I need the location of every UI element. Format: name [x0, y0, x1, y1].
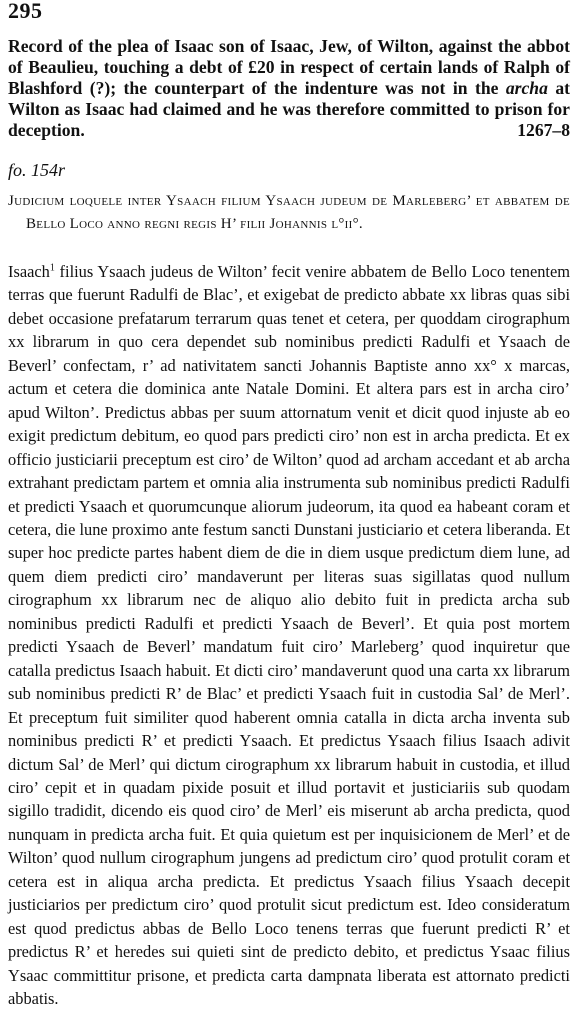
summary-date: 1267–8	[517, 120, 570, 140]
summary-text: Record of the plea of Isaac son of Isaac, Jew, of Wilton, against the abbot of Beaulieu, touching a debt of £20 in respect of certain lands of Ralph of Blashford (?); the counterpart of the indenture was not in the	[8, 36, 570, 98]
english-summary	[8, 36, 570, 141]
entry-number: 295	[8, 0, 43, 23]
body-paragraph	[8, 260, 570, 1011]
body-text: filius Ysaach judeus de Wilton’ fecit venire abbatem de Bello Loco tenentem terras que fuerunt Radulfi de Blac’, et exigebat de predicto abbate xx libras quas sibi debet occasione prefatarum terrarum quas tenet et cetera, per quoddam cirographum xx librarum in quo cera dependet sub nominibus predicti Radulfi et Ysaach de Beverl’ confectam, r’ ad nativitatem sancti Johannis Baptiste anno xx° x marcas, actum et cetera die dominica ante Natale Domini. Et altera pars est in archa ciro’ apud Wilton’. Predictus abbas per suum attornatum venit et dicit quod injuste ab eo exigit predictum debitum, eo quod pars predicti ciro’ non est in archa predicta. Et ex officio justiciarii preceptum est ciro’ de Wilton’ quod ad archam accedant et ab archa extrahant predictam partem et omnia alia instrumenta sub nominibus predicti Radulfi et predicti Ysaach et quorumcunque aliorum judeorum, ita quod ea habeant coram et cetera, die lune proximo ante festum sancti Dunstani justiciario et cetera liberanda. Et super hoc predicte partes habent diem de die in diem usque predictum diem lune, ad quem diem predicti ciro’ mandaverunt per literas suas sigillatas quod nullum cirographum xx librarum nec de aliquo alio debito fuit in predicta archa sub nominibus predicti Radulfi et predicti Ysaach de Beverl’. Et quia post mortem predicti Ysaach de Beverl’ mandatum fuit ciro’ Marleberg’ quod inquiretur que catalla predictus Isaach habuit. Et dicti ciro’ mandaverunt quod una carta xx librarum sub nominibus predicti R’ de Blac’ et predicti Ysaach fuit in custodia Sal’ de Merl’. Et preceptum fuit similiter quod haberent omnia catalla in dicta archa inventa sub nominibus predicti R’ et predicti Ysaach. Et predictus Ysaach filius Isaach adivit dictum Sal’ de Merl’ qui dictum cirographum xx librarum habuit in custodia, et illud ciro’ cepit et in quadam pixide posuit et illud portavit et justiciariis sub quodam sigillo tradidit, dicendo eis quod ciro’ de Merl’ eis miserunt ab archa predicta, quod nunquam in predicta archa fuit. Et quia quietum est per inquisicionem de Merl’ et de Wilton’ quod nullum cirographum jungens ad predictum ciro’ quod protulit coram et cetera est in aliqua archa predicta. Et predictus Ysaach filius Ysaach decepit justiciarios per predictum ciro’ quod protulit sicut predictum est. Ideo consideratum est quod predictus abbas de Bello Loco tenens terras que fuerunt predicti R’ et predictus R’ et heredes sui quieti sint de predicto debito, et predictus Ysaac filius Ysaac committitur prisone, et predicta carta dampnata liberata est attornato predicti abbatis.	[8, 262, 570, 1009]
summary-text-end: at Wilton as Isaac had claimed and he was therefore committed to prison for deception.	[8, 78, 570, 140]
body-first-word: Isaach	[8, 262, 50, 281]
latin-heading: Judicium loquele inter Ysaach filium Ysaach judeum de Marleberg’ et abbatem de Bello Loco anno regni regis H’ filii Johannis l°ii°.	[8, 193, 570, 232]
folio-reference: fo. 154r	[8, 160, 66, 180]
footnote-marker[interactable]: 1	[49, 262, 55, 274]
summary-archa-term: archa	[505, 78, 548, 98]
latin-body	[8, 260, 570, 1011]
